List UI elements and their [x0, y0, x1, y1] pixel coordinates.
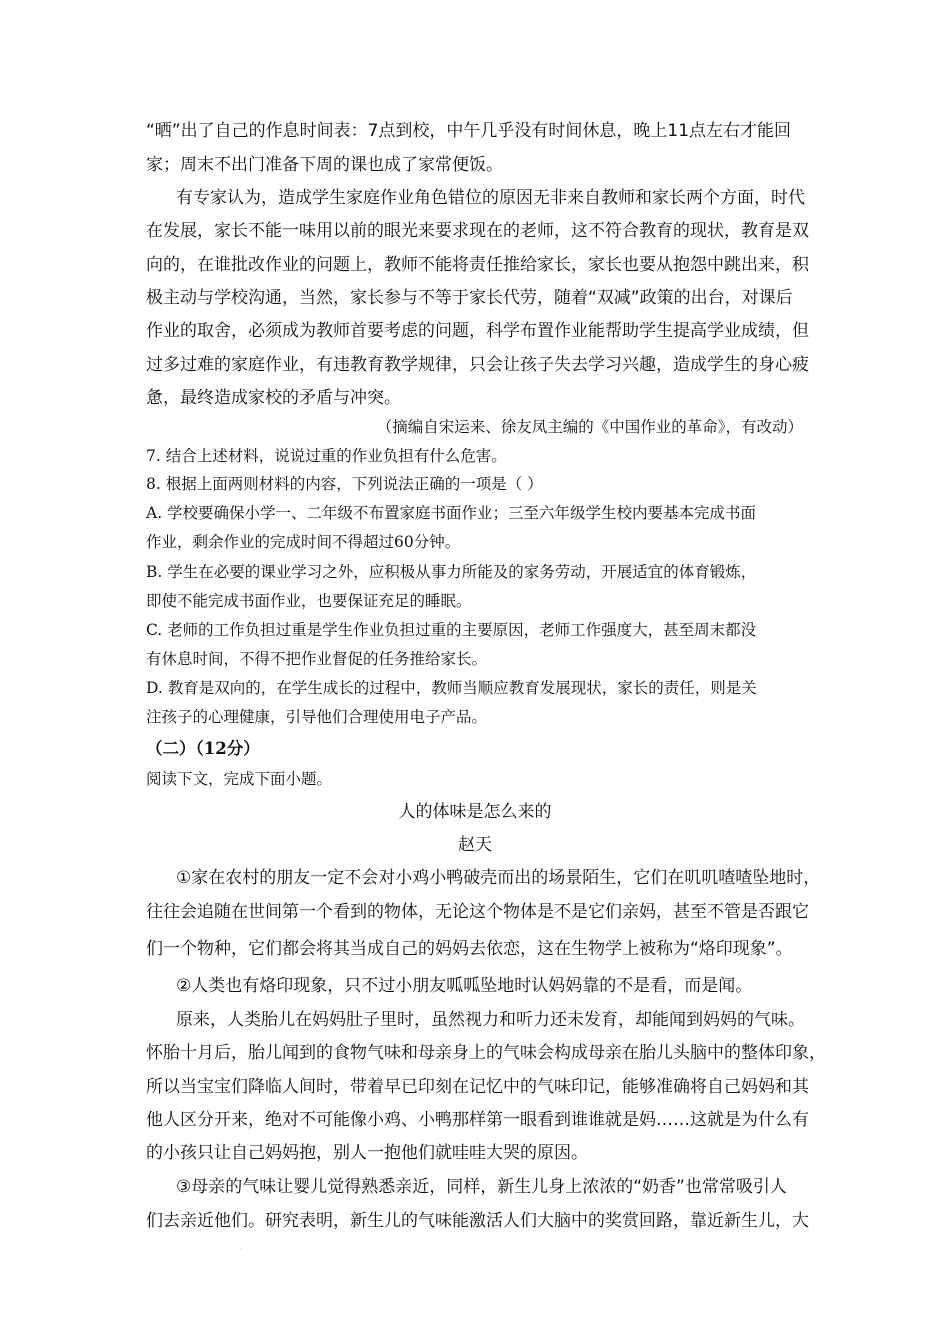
reading-instruction: 阅读下文，完成下面小题。 — [146, 770, 333, 788]
paragraph-line: 过多过难的家庭作业，有违教育教学规律，只会让孩子失去学习兴趣，造成学生的身心疲 — [146, 355, 809, 375]
paragraph-line: 向的，在谁批改作业的问题上，教师不能将责任推给家长，家长也要从抱怨中跳出来，积 — [146, 255, 809, 275]
option-c: C. 老师的工作负担过重是学生作业负担过重的主要原因，老师工作强度大，甚至周末都没 — [146, 621, 757, 639]
option-a-cont: 作业，剩余作业的完成时间不得超过60分钟。 — [146, 533, 461, 551]
article-line: 所以当宝宝们降临人间时，带着早已印刻在记忆中的气味印记，能够准确将自己妈妈和其 — [146, 1077, 809, 1097]
paragraph-line: 作业的取舍，必须成为教师首要考虑的问题，科学布置作业能帮助学生提高学业成绩，但 — [146, 321, 809, 341]
article-line: 的小孩只让自己妈妈抱，别人一抱他们就哇哇大哭的原因。 — [146, 1143, 588, 1163]
article-line: 们去亲近他们。研究表明，新生儿的气味能激活人们大脑中的奖赏回路，靠近新生儿，大 — [146, 1211, 809, 1231]
option-b-cont: 即使不能完成书面作业，也要保证充足的睡眠。 — [146, 592, 472, 610]
article-line: 他人区分开来，绝对不可能像小鸡、小鸭那样第一眼看到谁谁就是妈……这就是为什么有 — [146, 1110, 809, 1130]
question-7: 7. 结合上述材料，说说过重的作业负担有什么危害。 — [146, 447, 507, 465]
article-line: 们一个物种，它们都会将其当成自己的妈妈去依恋，这在生物学上被称为“烙印现象”。 — [146, 939, 793, 959]
scan-speck: . — [240, 1244, 242, 1251]
option-d: D. 教育是双向的，在学生成长的过程中，教师当顺应教育发展现状，家长的责任，则是关 — [146, 679, 757, 697]
article-line: ②人类也有烙印现象，只不过小朋友呱呱坠地时认妈妈靠的不是看，而是闻。 — [176, 976, 753, 996]
article-line: ①家在农村的朋友一定不会对小鸡小鸭破壳而出的场景陌生，它们在叽叽喳喳坠地时， — [176, 868, 821, 888]
article-line: 往往会追随在世间第一个看到的物体，无论这个物体是不是它们亲妈，甚至不管是否跟它 — [146, 902, 809, 922]
paragraph-line: 惫，最终造成家校的矛盾与冲突。 — [146, 388, 401, 408]
option-c-cont: 有休息时间，不得不把作业督促的任务推给家长。 — [146, 650, 488, 668]
paragraph-line: “晒”出了自己的作息时间表：7点到校，中午几乎没有时间休息，晚上11点左右才能回 — [146, 121, 792, 141]
paragraph-line: 家；周末不出门准备下周的课也成了家常便饭。 — [146, 155, 503, 175]
article-line: ③母亲的气味让婴儿觉得熟悉亲近，同样，新生儿身上浓浓的“奶香”也常常吸引人 — [176, 1177, 787, 1197]
paragraph-line: 有专家认为，造成学生家庭作业角色错位的原因无非来自教师和家长两个方面，时代 — [176, 188, 805, 208]
article-title: 人的体味是怎么来的 — [398, 802, 552, 822]
article-author: 赵天 — [458, 835, 492, 855]
option-d-cont: 注孩子的心理健康，引导他们合理使用电子产品。 — [146, 708, 488, 726]
option-a: A. 学校要确保小学一、二年级不布置家庭书面作业；三至六年级学生校内要基本完成书面 — [146, 504, 757, 522]
article-line: 怀胎十月后，胎儿闻到的食物气味和母亲身上的气味会构成母亲在胎儿头脑中的整体印象， — [146, 1043, 826, 1063]
scan-speck: . — [703, 66, 705, 73]
section-heading: （二）（12分） — [146, 739, 260, 758]
paragraph-line: 极主动与学校沟通，当然，家长参与不等于家长代劳，随着“双减”政策的出台，对课后 — [146, 288, 793, 308]
paragraph-line: 在发展，家长不能一味用以前的眼光来要求现在的老师，这不符合教育的现状，教育是双 — [146, 221, 809, 241]
source-attribution: （摘编自宋运来、徐友凤主编的《中国作业的革命》，有改动） — [376, 418, 803, 436]
option-b: B. 学生在必要的课业学习之外，应积极从事力所能及的家务劳动，开展适宜的体育锻炼， — [146, 563, 757, 581]
article-line: 原来，人类胎儿在妈妈肚子里时，虽然视力和听力还未发育，却能闻到妈妈的气味。 — [176, 1010, 805, 1030]
question-8: 8. 根据上面两则材料的内容，下列说法正确的一项是（ ） — [146, 475, 543, 493]
